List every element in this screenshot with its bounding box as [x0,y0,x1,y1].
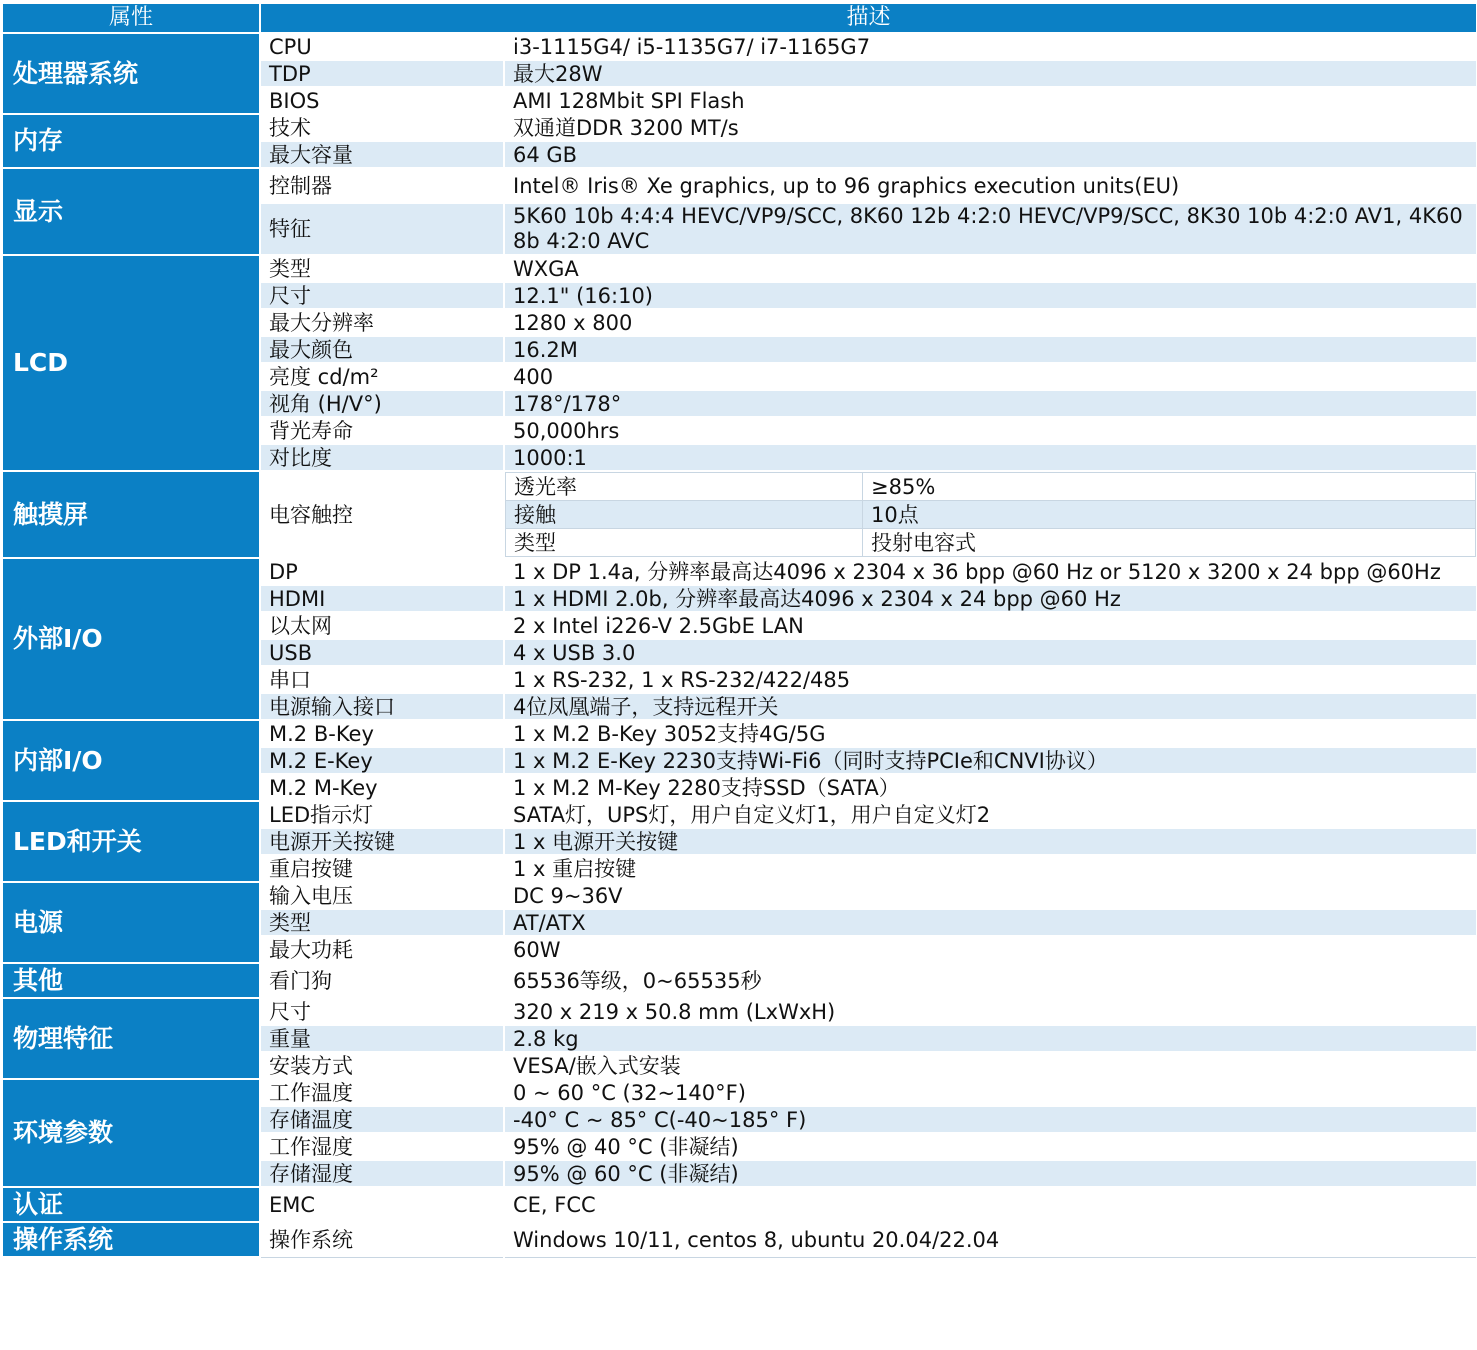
attr-label: 最大分辨率 [260,309,504,336]
sub-attr-label: 接触 [506,501,863,529]
table-row [2,114,1477,141]
attr-label: 电源开关按键 [260,828,504,855]
attr-value: 1 x M.2 E-Key 2230支持Wi-Fi6（同时支持PCIe和CNVI协议） [504,747,1477,774]
attr-label: 最大容量 [260,141,504,168]
table-row [2,801,1477,828]
attr-label: 视角 (H/V°) [260,390,504,417]
attr-label: 看门狗 [260,963,504,998]
attr-value: 最大28W [504,60,1477,87]
attr-label: USB [260,639,504,666]
attr-value: AMI 128Mbit SPI Flash [504,87,1477,114]
section-row [2,471,1477,558]
attr-value: 95% @ 60 °C (非凝结) [504,1160,1477,1187]
attr-label: M.2 E-Key [260,747,504,774]
attr-value: 64 GB [504,141,1477,168]
attr-value: 双通道DDR 3200 MT/s [504,114,1477,141]
attr-value: CE, FCC [504,1187,1477,1222]
header-desc: 描述 [260,3,1477,33]
section-name: 其他 [2,963,260,998]
table-row [2,1222,1477,1257]
attr-value: 50,000hrs [504,417,1477,444]
section-name: 操作系统 [2,1222,260,1257]
attr-value: 4位凤凰端子，支持远程开关 [504,693,1477,720]
attr-value: 1 x RS-232, 1 x RS-232/422/485 [504,666,1477,693]
attr-value: 5K60 10b 4:4:4 HEVC/VP9/SCC, 8K60 12b 4:2:0 HEVC/VP9/SCC, 8K30 10b 4:2:0 AV1, 4K60 8b 4:2:0 AVC [504,203,1477,255]
attr-label: 串口 [260,666,504,693]
attr-value: 1000:1 [504,444,1477,471]
section-name: 外部I/O [2,558,260,720]
attr-value: 1 x DP 1.4a, 分辨率最高达4096 x 2304 x 36 bpp @60 Hz or 5120 x 3200 x 24 bpp @60Hz [504,558,1477,585]
sub-table-row [506,501,1476,529]
attr-value: 1 x M.2 B-Key 3052支持4G/5G [504,720,1477,747]
table-row [2,33,1477,60]
section-name: 显示 [2,168,260,255]
attr-label: 重启按键 [260,855,504,882]
header-row [2,3,1477,33]
attr-label: 安装方式 [260,1052,504,1079]
attr-value: 178°/178° [504,390,1477,417]
attr-value: 60W [504,936,1477,963]
attr-label: 特征 [260,203,504,255]
attr-value: SATA灯，UPS灯，用户自定义灯1，用户自定义灯2 [504,801,1477,828]
attr-label: CPU [260,33,504,60]
section-name: 物理特征 [2,998,260,1079]
attr-label: M.2 B-Key [260,720,504,747]
attr-value: 1 x 重启按键 [504,855,1477,882]
sub-table-row [506,473,1476,501]
sub-table-cell [504,471,1477,558]
sub-attr-label: 透光率 [506,473,863,501]
attr-label: 输入电压 [260,882,504,909]
attr-label: TDP [260,60,504,87]
section-name: 认证 [2,1187,260,1222]
attr-label: LED指示灯 [260,801,504,828]
attr-label: 控制器 [260,168,504,203]
attr-value: AT/ATX [504,909,1477,936]
attr-value: i3-1115G4/ i5-1135G7/ i7-1165G7 [504,33,1477,60]
attr-label: 类型 [260,909,504,936]
header-attr: 属性 [2,3,260,33]
attr-value: Windows 10/11, centos 8, ubuntu 20.04/22.04 [504,1222,1477,1257]
table-row [2,558,1477,585]
attr-label: M.2 M-Key [260,774,504,801]
attr-label: 最大颜色 [260,336,504,363]
attr-label: BIOS [260,87,504,114]
attr-value: 320 x 219 x 50.8 mm (LxWxH) [504,998,1477,1025]
attr-value: 1 x 电源开关按键 [504,828,1477,855]
attr-value: Intel® Iris® Xe graphics, up to 96 graphics execution units(EU) [504,168,1477,203]
attr-value: 95% @ 40 °C (非凝结) [504,1133,1477,1160]
sub-attr-label: 类型 [506,529,863,557]
attr-value: 65536等级，0~65535秒 [504,963,1477,998]
attr-label: EMC [260,1187,504,1222]
attr-label: DP [260,558,504,585]
attr-label: 技术 [260,114,504,141]
sub-attr-value: ≥85% [863,473,1476,501]
section-name: 处理器系统 [2,33,260,114]
section-name: 环境参数 [2,1079,260,1187]
attr-label: 重量 [260,1025,504,1052]
attr-value: 1280 x 800 [504,309,1477,336]
attr-value: 12.1" (16:10) [504,282,1477,309]
table-row [2,168,1477,203]
section-name: 电源 [2,882,260,963]
table-row [2,255,1477,282]
section-name: LCD [2,255,260,471]
attr-label: 尺寸 [260,282,504,309]
attr-value: DC 9~36V [504,882,1477,909]
table-row [2,1079,1477,1106]
table-row [2,963,1477,998]
attr-value: 0 ~ 60 °C (32~140°F) [504,1079,1477,1106]
table-row [2,998,1477,1025]
attr-label: 以太网 [260,612,504,639]
attr-label: 电容触控 [260,471,504,558]
attr-value: 4 x USB 3.0 [504,639,1477,666]
attr-label: 尺寸 [260,998,504,1025]
sub-table-row [506,529,1476,557]
attr-value: 1 x HDMI 2.0b, 分辨率最高达4096 x 2304 x 24 bpp @60 Hz [504,585,1477,612]
table-row [2,720,1477,747]
attr-label: 操作系统 [260,1222,504,1257]
attr-value: VESA/嵌入式安装 [504,1052,1477,1079]
attr-value: 2 x Intel i226-V 2.5GbE LAN [504,612,1477,639]
attr-label: HDMI [260,585,504,612]
attr-value: 1 x M.2 M-Key 2280支持SSD（SATA） [504,774,1477,801]
attr-label: 电源输入接口 [260,693,504,720]
attr-label: 类型 [260,255,504,282]
section-name: 内部I/O [2,720,260,801]
spec-table [1,2,1477,1258]
attr-label: 存储温度 [260,1106,504,1133]
attr-label: 最大功耗 [260,936,504,963]
section-name: LED和开关 [2,801,260,882]
attr-value: WXGA [504,255,1477,282]
attr-label: 背光寿命 [260,417,504,444]
sub-attr-value: 10点 [863,501,1476,529]
attr-label: 工作温度 [260,1079,504,1106]
attr-value: 16.2M [504,336,1477,363]
attr-value: 400 [504,363,1477,390]
sub-attr-value: 投射电容式 [863,529,1476,557]
table-row [2,1187,1477,1222]
attr-label: 存储湿度 [260,1160,504,1187]
attr-label: 工作湿度 [260,1133,504,1160]
section-name: 内存 [2,114,260,168]
attr-value: 2.8 kg [504,1025,1477,1052]
attr-label: 对比度 [260,444,504,471]
section-name: 触摸屏 [2,471,260,558]
table-row [2,882,1477,909]
attr-label: 亮度 cd/m² [260,363,504,390]
sub-table [505,472,1476,557]
attr-value: -40° C ~ 85° C(-40~185° F) [504,1106,1477,1133]
